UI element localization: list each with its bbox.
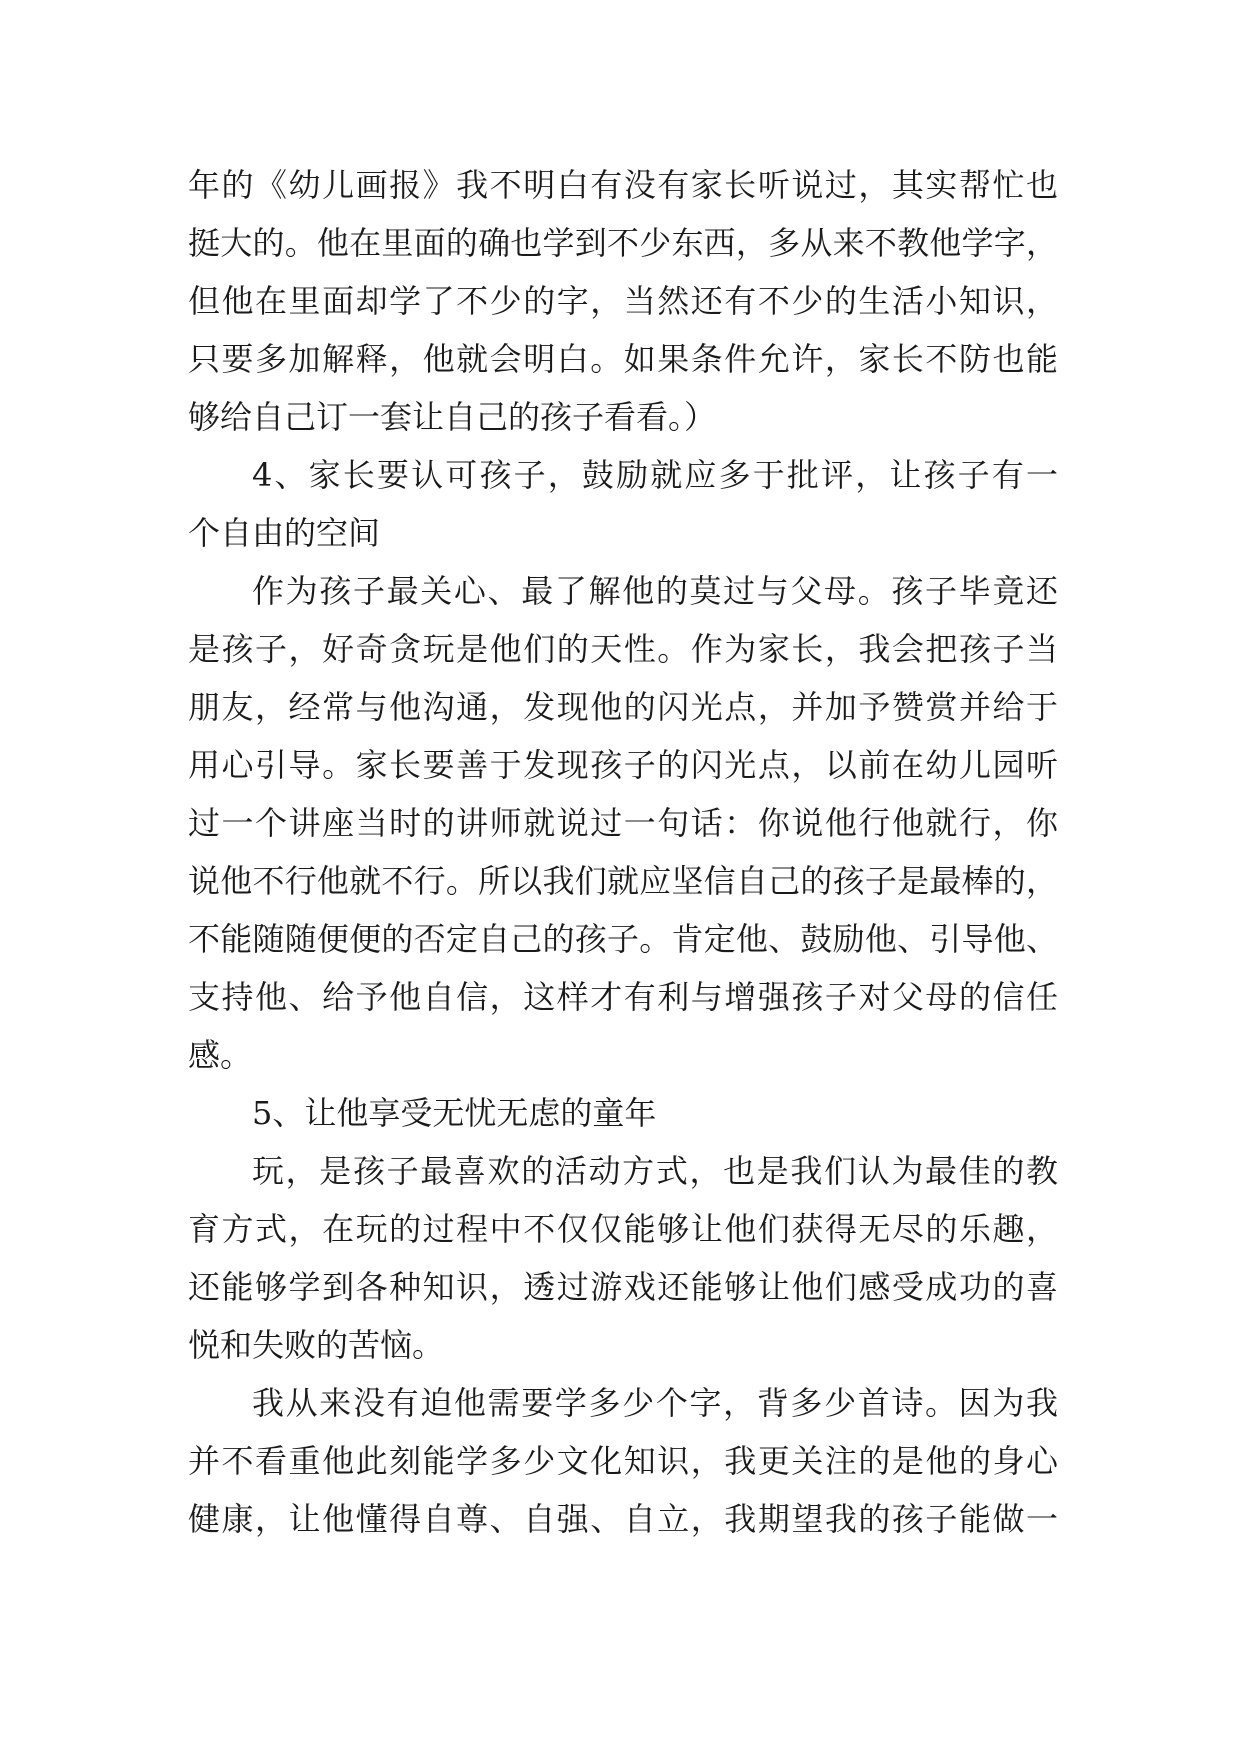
text-line: 玩，是孩子最喜欢的活动方式，也是我们认为最佳的教: [252, 1152, 1058, 1190]
text-line: 感。: [188, 1036, 253, 1074]
text-line: 还能够学到各种知识，透过游戏还能够让他们感受成功的喜: [188, 1268, 1058, 1306]
text-line: 朋友，经常与他沟通，发现他的闪光点，并加予赞赏并给于: [188, 688, 1058, 726]
text-line: 支持他、给予他自信，这样才有利与增强孩子对父母的信任: [188, 978, 1058, 1016]
text-line: 5、让他享受无忧无虑的童年: [252, 1094, 657, 1132]
text-line: 说他不行他就不行。所以我们就应坚信自己的孩子是最棒的，: [188, 862, 1058, 900]
text-line: 育方式，在玩的过程中不仅仅能够让他们获得无尽的乐趣，: [188, 1210, 1058, 1248]
text-line: 但他在里面却学了不少的字，当然还有不少的生活小知识，: [188, 282, 1058, 320]
text-line: 用心引导。家长要善于发现孩子的闪光点，以前在幼儿园听: [188, 746, 1058, 784]
text-line: 过一个讲座当时的讲师就说过一句话：你说他行他就行，你: [188, 804, 1058, 842]
document-body: [188, 156, 1058, 1548]
text-line: 不能随随便便的否定自己的孩子。肯定他、鼓励他、引导他、: [188, 920, 1058, 958]
text-line: 作为孩子最关心、最了解他的莫过与父母。孩子毕竟还: [252, 572, 1058, 610]
text-line: 我从来没有迫他需要学多少个字，背多少首诗。因为我: [252, 1384, 1058, 1422]
text-line: 并不看重他此刻能学多少文化知识，我更关注的是他的身心: [188, 1442, 1058, 1480]
text-line: 是孩子，好奇贪玩是他们的天性。作为家长，我会把孩子当: [188, 630, 1058, 668]
text-line: 4、家长要认可孩子，鼓励就应多于批评，让孩子有一: [252, 456, 1058, 494]
text-line: 只要多加解释，他就会明白。如果条件允许，家长不防也能: [188, 340, 1058, 378]
text-line: 年的《幼儿画报》我不明白有没有家长听说过，其实帮忙也: [188, 166, 1058, 204]
document-page: [188, 156, 1058, 1548]
text-line: 健康，让他懂得自尊、自强、自立，我期望我的孩子能做一: [188, 1500, 1058, 1538]
text-line: 够给自己订一套让自己的孩子看看。）: [188, 398, 717, 436]
text-line: 悦和失败的苦恼。: [188, 1326, 445, 1364]
text-line: 个自由的空间: [188, 514, 381, 552]
text-line: 挺大的。他在里面的确也学到不少东西，多从来不教他学字，: [188, 224, 1058, 262]
